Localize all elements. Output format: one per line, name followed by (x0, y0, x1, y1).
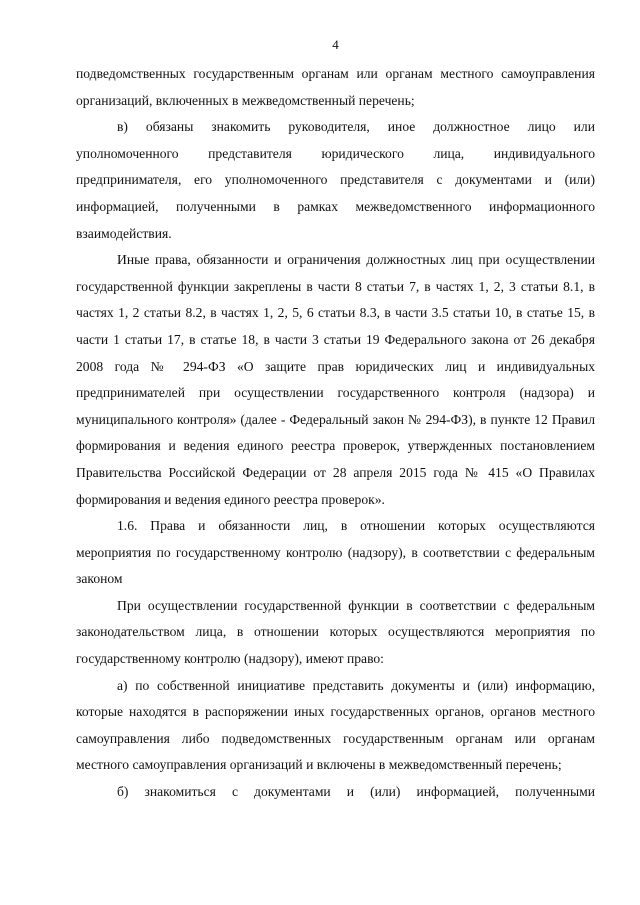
paragraph: Иные права, обязанности и ограничения должностных лиц при осуществлении государственной функции закреплены в части 8 статьи 7, в частях 1, 2, 3 статьи 8.1, в частях 1, 2 статьи 8.2, в частях 1, 2, 5, 6 статьи 8.3, в части 3.5 статьи 10, в статье 15, в части 1 статьи 17, в статье 18, в части 3 статьи 19 Федерального закона от 26 декабря 2008 года № 294-ФЗ «О защите прав юридических лиц и индивидуальных предпринимателей при осуществлении государственного контроля (надзора) и муниципального контроля» (далее - Федеральный закон № 294-ФЗ), в пункте 12 Правил формирования и ведения единого реестра проверок, утвержденных постановлением Правительства Российской Федерации от 28 апреля 2015 года № 415 «О Правилах формирования и ведения единого реестра проверок». (76, 252, 595, 507)
paragraph: б) знакомиться с документами и (или) информацией, полученными (117, 784, 595, 800)
paragraph: а) по собственной инициативе представить документы и (или) информацию, которые находятся в распоряжении иных государственных органов, органов местного самоуправления либо подведомственных государственным органам или органам местного самоуправления организаций и включены в межведомственный перечень; (76, 677, 595, 773)
page-number: 4 (332, 37, 339, 52)
paragraph: При осуществлении государственной функции в соответствии с федеральным законодательством лица, в отношении которых осуществляются мероприятия по государственному контролю (надзору), имеют право: (76, 597, 595, 667)
section-heading-1-6: 1.6. Права и обязанности лиц, в отношении которых осуществляются мероприятия по государственному контролю (надзору), в соответствии с федеральным законом (76, 518, 595, 587)
document-body (76, 61, 595, 806)
paragraph: в) обязаны знакомить руководителя, иное должностное лицо или уполномоченного представителя юридического лица, индивидуального предпринимателя, его уполномоченного представителя с документами и (или) информацией, полученными в рамках межведомственного информационного взаимодействия. (76, 119, 595, 241)
paragraph: подведомственных государственным органам или органам местного самоуправления организаций, включенных в межведомственный перечень; (76, 66, 595, 108)
